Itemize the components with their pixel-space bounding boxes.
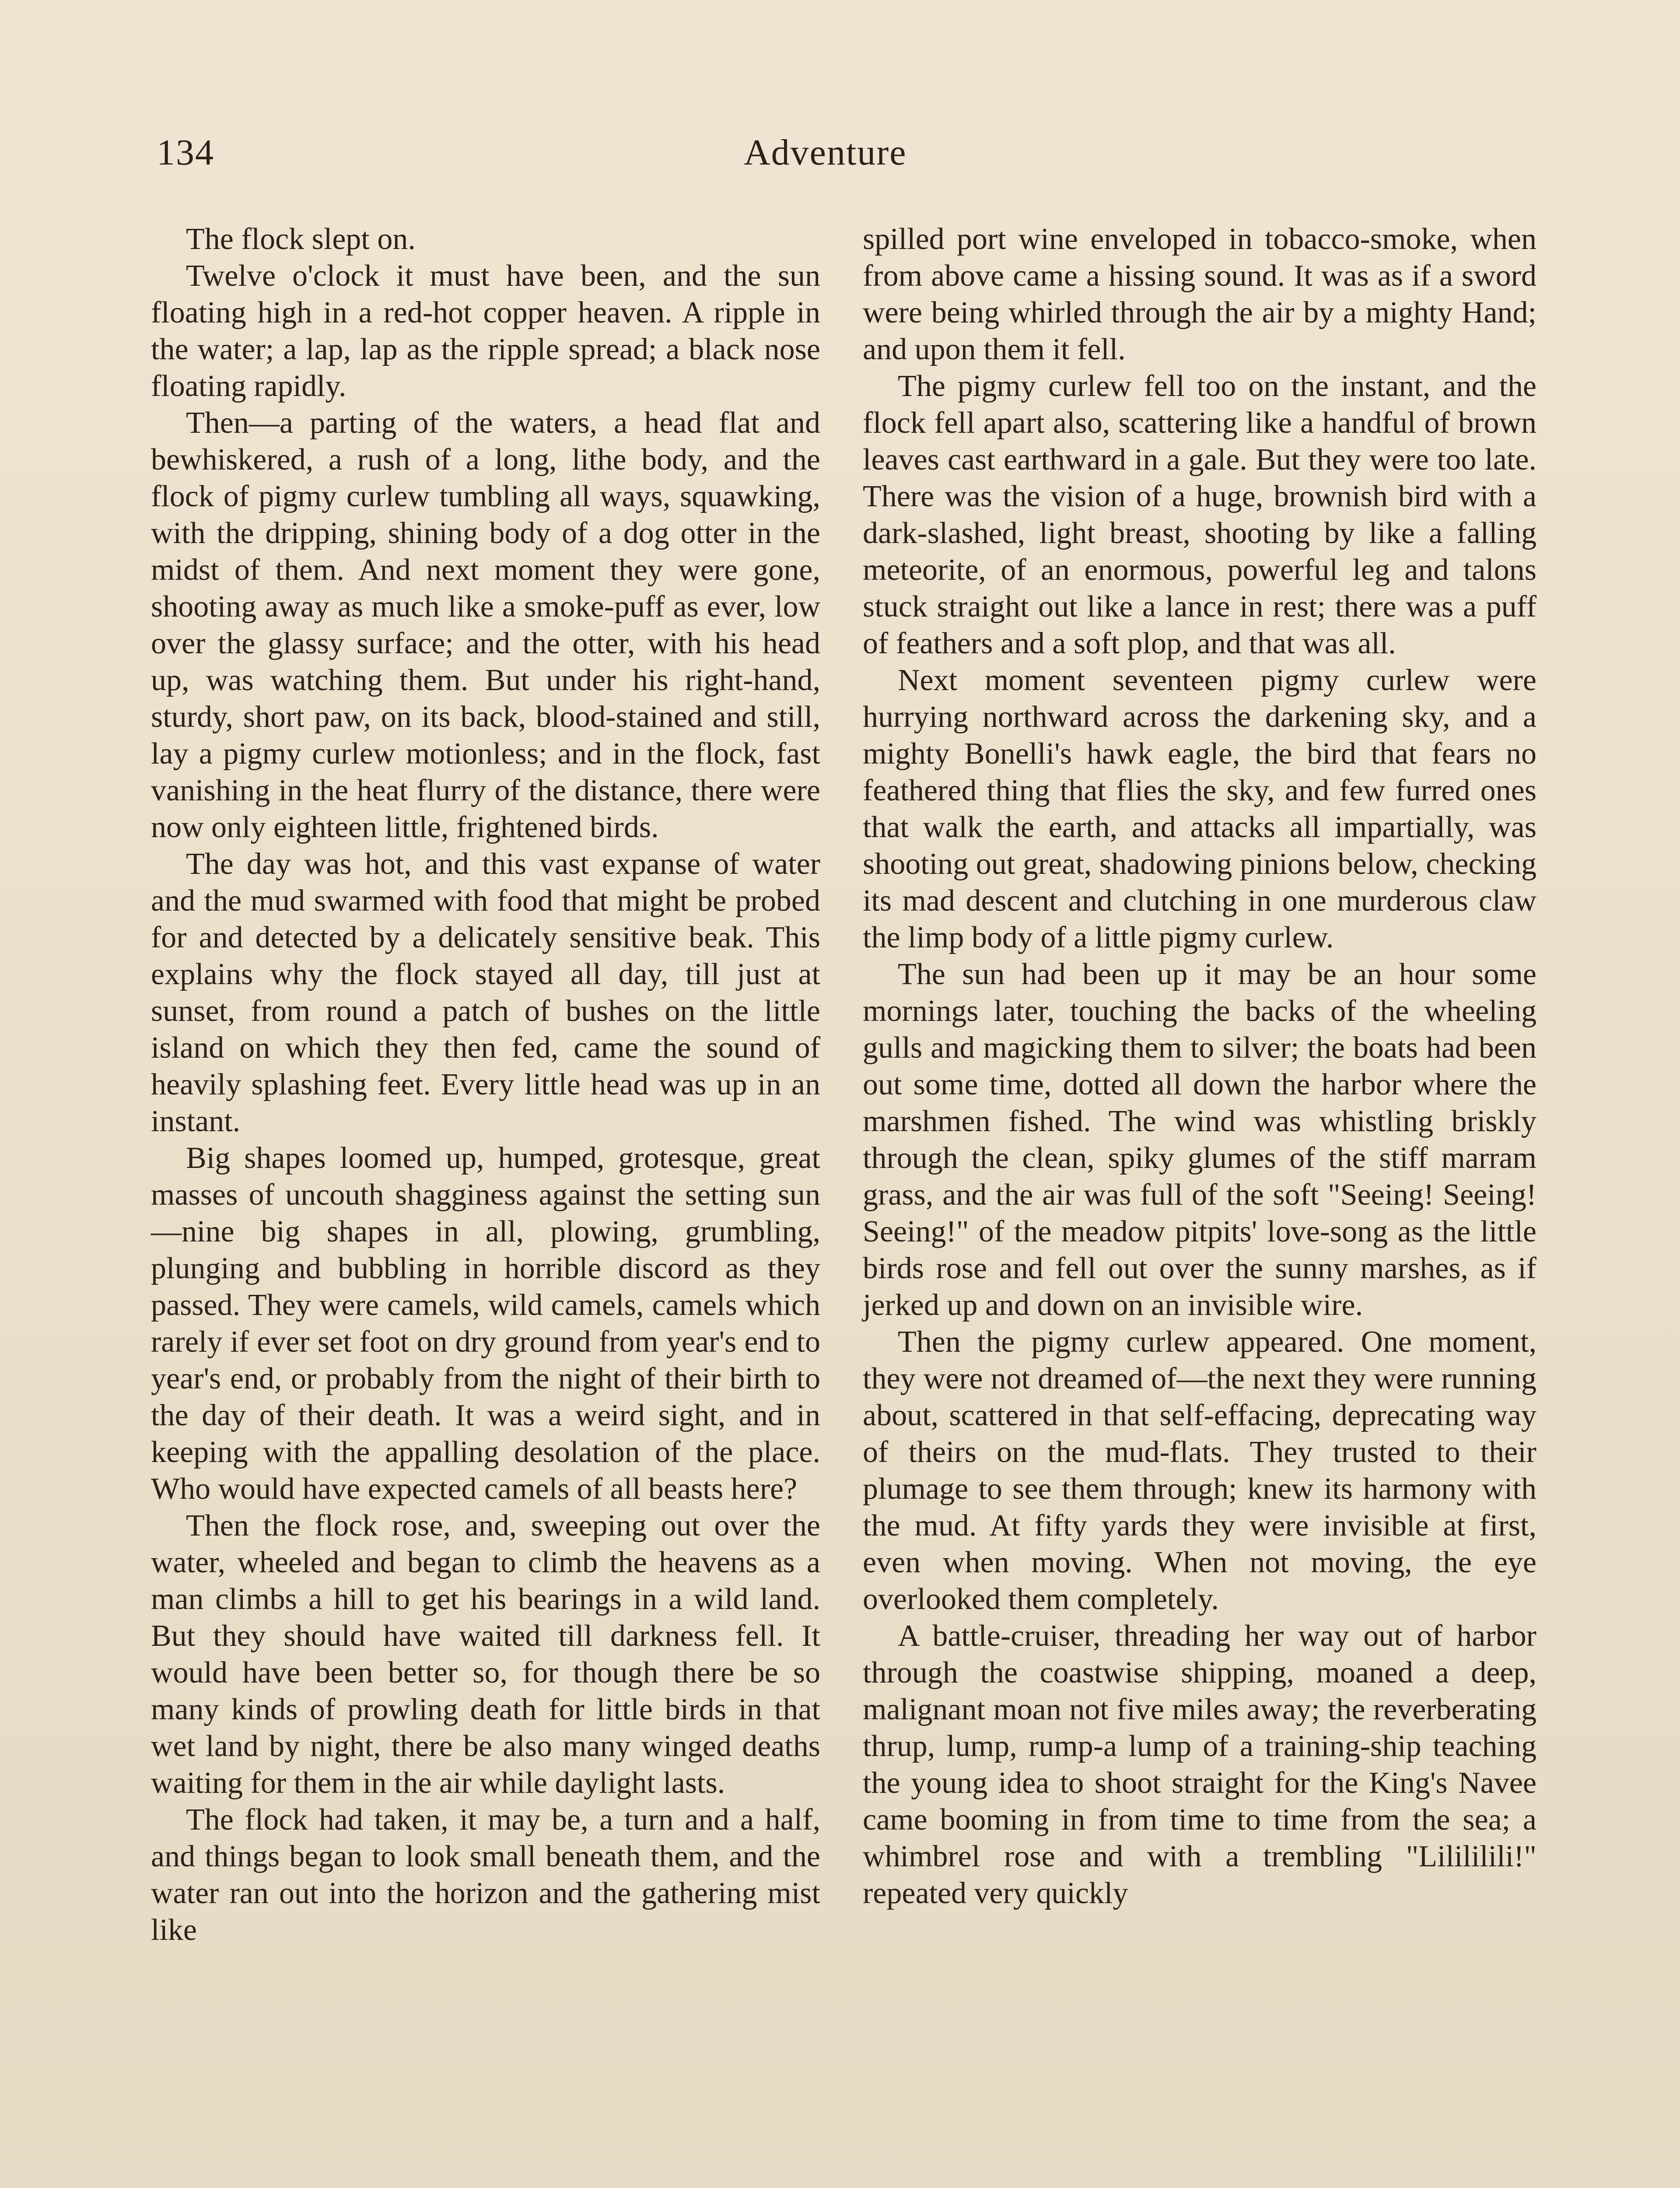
paragraph: A battle-cruiser, threading her way out of harbor through the coastwise shipping, moaned a deep, malignant moan not five miles away; the reverberating thrup, lump, rump-a lump of a training-ship teaching the young idea to shoot straight for the King's Navee came booming in from time to time from the sea; a whimbrel rose and with a trembling "Lilililili!" repeated very quickly [863, 1619, 1536, 1910]
page-number: 134 [157, 132, 214, 173]
paragraph: The flock had taken, it may be, a turn and a half, and things began to look small beneath them, and the water ran out into the horizon and the gathering mist like [151, 1803, 820, 1947]
paragraph: Next moment seventeen pigmy curlew were hurrying northward across the darkening sky, and a mighty Bonelli's hawk eagle, the bird that fears no feathered thing that flies the sky, and few furred ones that walk the earth, and attacks all impartially, was shooting out great, shadowing pinions below, checking its mad descent and clutching in one murderous claw the limp body of a little pigmy curlew. [863, 663, 1536, 954]
paragraph: Then the flock rose, and, sweeping out over the water, wheeled and began to climb the heavens as a man climbs a hill to get his bearings in a wild land. But they should have waited till darkness fell. It would have been better so, for though there be so many kinds of prowling death for little birds in that wet land by night, there be also many winged deaths waiting for them in the air while daylight lasts. [151, 1509, 820, 1800]
paragraph: The day was hot, and this vast expanse of water and the mud swarmed with food that might be probed for and detected by a delicately sensitive beak. This explains why the flock stayed all day, till just at sunset, from round a patch of bushes on the little island on which they then fed, came the sound of heavily splashing feet. Every little head was up in an instant. [151, 847, 820, 1138]
paragraph-continued: spilled port wine enveloped in tobacco-smoke, when from above came a hissing sound. It was as if a sword were being whirled through the air by a mighty Hand; and upon them it fell. [863, 222, 1536, 366]
paragraph: Big shapes loomed up, humped, grotesque, great masses of uncouth shagginess against the setting sun—nine big shapes in all, plowing, grumbling, plunging and bubbling in horrible discord as they passed. They were camels, wild camels, camels which rarely if ever set foot on dry ground from year's end to year's end, or probably from the night of their birth to the day of their death. It was a weird sight, and in keeping with the appalling desolation of the place. Who would have expected camels of all beasts here? [151, 1141, 820, 1506]
running-title: Adventure [744, 132, 907, 173]
paragraph: Twelve o'clock it must have been, and the sun floating high in a red-hot copper heaven. A ripple in the water; a lap, lap as the ripple spread; a black nose floating rapidly. [151, 259, 820, 403]
paragraph: The flock slept on. [186, 222, 416, 256]
paragraph: The pigmy curlew fell too on the instant, and the flock fell apart also, scattering like a handful of brown leaves cast earthward in a gale. But they were too late. There was the vision of a huge, brownish bird with a dark-slashed, light breast, shooting by like a falling meteorite, of an enormous, powerful leg and talons stuck straight out like a lance in rest; there was a puff of feathers and a soft plop, and that was all. [863, 369, 1536, 660]
right-column [863, 221, 1536, 1912]
paragraph: Then—a parting of the waters, a head flat and bewhiskered, a rush of a long, lithe body, and the flock of pigmy curlew tumbling all ways, squawking, with the dripping, shining body of a dog otter in the midst of them. And next moment they were gone, shooting away as much like a smoke-puff as ever, low over the glassy surface; and the otter, with his head up, was watching them. But under his right-hand, sturdy, short paw, on its back, blood-stained and still, lay a pigmy curlew motionless; and in the flock, fast vanishing in the heat flurry of the distance, there were now only eighteen little, frightened birds. [151, 406, 820, 844]
paragraph: Then the pigmy curlew appeared. One moment, they were not dreamed of—the next they were running about, scattered in that self-effacing, deprecating way of theirs on the mud-flats. They trusted to their plumage to see them through; knew its harmony with the mud. At fifty yards they were invisible at first, even when moving. When not moving, the eye overlooked them completely. [863, 1325, 1536, 1616]
left-column [151, 221, 820, 1949]
paragraph: The sun had been up it may be an hour some mornings later, touching the backs of the wheeling gulls and magicking them to silver; the boats had been out some time, dotted all down the harbor where the marshmen fished. The wind was whistling briskly through the clean, spiky glumes of the stiff marram grass, and the air was full of the soft "Seeing! Seeing! Seeing!" of the meadow pitpits' love-song as the little birds rose and fell out over the sunny marshes, as if jerked up and down on an invisible wire. [863, 957, 1536, 1322]
